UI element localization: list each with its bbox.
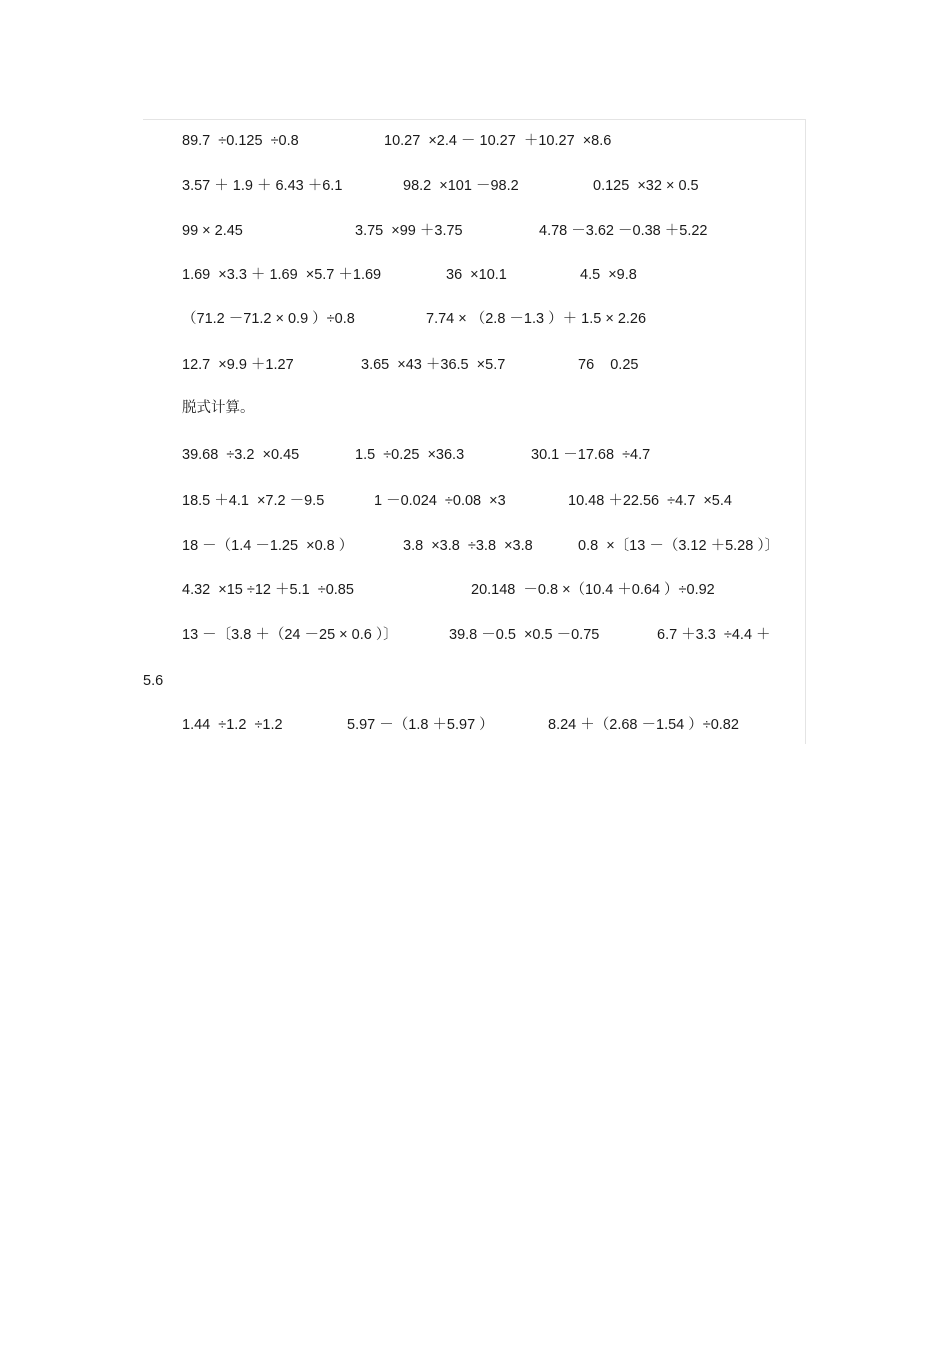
expression: 6.7 ＋3.3 ÷4.4 ＋ xyxy=(657,627,771,643)
expression: 99 × 2.45 xyxy=(182,223,243,239)
expression: 5.97 －（1.8 ＋5.97 ） xyxy=(347,717,494,733)
expression: 89.7 ÷0.125 ÷0.8 xyxy=(182,133,299,149)
expression: 20.148 －0.8 ×（10.4 ＋0.64 ）÷0.92 xyxy=(471,582,715,598)
problem-row xyxy=(0,715,950,735)
expression: 4.32 ×15 ÷12 ＋5.1 ÷0.85 xyxy=(182,582,354,598)
expression: 39.68 ÷3.2 ×0.45 xyxy=(182,447,300,463)
problem-row xyxy=(0,625,950,645)
expression: 1 －0.024 ÷0.08 ×3 xyxy=(374,493,506,509)
problem-row xyxy=(0,176,950,196)
expression: 18 －（1.4 －1.25 ×0.8 ） xyxy=(182,538,354,554)
expression: （71.2 －71.2 × 0.9 ）÷0.8 xyxy=(182,311,355,327)
expression: 10.48 ＋22.56 ÷4.7 ×5.4 xyxy=(568,493,732,509)
expression: 1.69 ×3.3 ＋ 1.69 ×5.7 ＋1.69 xyxy=(182,267,382,283)
expression: 18.5 ＋4.1 ×7.2 －9.5 xyxy=(182,493,325,509)
problem-row xyxy=(0,221,950,241)
expression: 8.24 ＋（2.68 －1.54 ）÷0.82 xyxy=(548,717,739,733)
problem-row xyxy=(0,536,950,556)
expression: 12.7 ×9.9 ＋1.27 xyxy=(182,357,294,373)
expression: 39.8 －0.5 ×0.5 －0.75 xyxy=(449,627,600,643)
expression: 30.1 －17.68 ÷4.7 xyxy=(531,447,651,463)
expression: 7.74 × （2.8 －1.3 ）＋ 1.5 × 2.26 xyxy=(426,311,647,327)
problem-row xyxy=(0,131,950,151)
expression: 13 －〔3.8 ＋（24 －25 × 0.6 ）〕 xyxy=(182,627,398,643)
expression: 0.125 ×32 × 0.5 xyxy=(593,178,699,194)
expression: 3.8 ×3.8 ÷3.8 ×3.8 xyxy=(403,538,533,554)
expression: 3.65 ×43 ＋36.5 ×5.7 xyxy=(361,357,506,373)
expression: 4.5 ×9.8 xyxy=(580,267,637,283)
problem-row xyxy=(0,355,950,375)
expression: 0.8 ×〔13 －（3.12 ＋5.28 ）〕 xyxy=(578,538,780,554)
expression: 1.5 ÷0.25 ×36.3 xyxy=(355,447,465,463)
expression: 1.44 ÷1.2 ÷1.2 xyxy=(182,717,283,733)
expression: 36 ×10.1 xyxy=(446,267,507,283)
expression: 10.27 ×2.4 － 10.27 ＋10.27 ×8.6 xyxy=(384,133,612,149)
problem-row xyxy=(0,265,950,285)
section-heading: 脱式计算。 xyxy=(182,400,255,416)
wrapped-continuation: 5.6 xyxy=(143,673,164,689)
page-frame xyxy=(143,119,806,744)
expression: 3.75 ×99 ＋3.75 xyxy=(355,223,463,239)
problem-row xyxy=(0,309,950,329)
expression: 4.78 －3.62 －0.38 ＋5.22 xyxy=(539,223,708,239)
problem-row xyxy=(0,580,950,600)
problem-row xyxy=(0,491,950,511)
problem-row xyxy=(0,445,950,465)
expression: 76 0.25 xyxy=(578,357,639,373)
expression: 3.57 ＋ 1.9 ＋ 6.43 ＋6.1 xyxy=(182,178,343,194)
expression: 98.2 ×101 －98.2 xyxy=(403,178,519,194)
